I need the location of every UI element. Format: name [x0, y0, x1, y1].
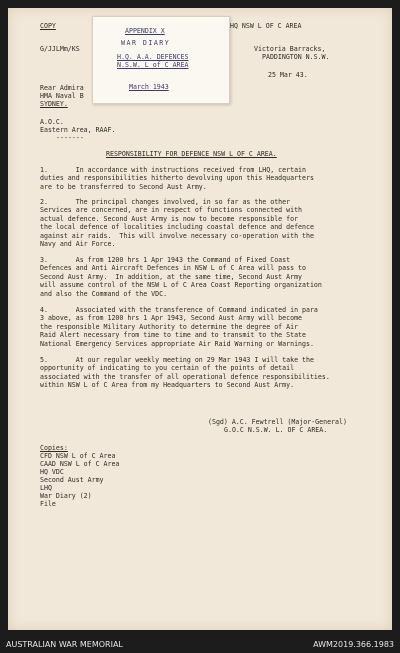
recipient-line-1: Rear Admira — [40, 84, 84, 92]
letter-date: 25 Mar 43. — [268, 71, 308, 79]
paragraph-5: 5. At our regular weekly meeting on 29 Mar 1943 I will take the opportunity of indicating to you certain of the points of detail associated with the transfer of all operational defence responsibilities. within NSW L of C Area from my Headquarters to Second Aust Army. — [40, 356, 330, 390]
copies-item: HQ VDC — [40, 468, 64, 476]
copies-item: File — [40, 500, 56, 508]
archive-footer — [0, 638, 400, 653]
headquarters-heading: HQ NSW L OF C AREA — [230, 22, 302, 30]
recipient-line-5: Eastern Area, RAAF. — [40, 126, 116, 134]
paragraph-3: 3. As from 1200 hrs 1 Apr 1943 the Command of Fixed Coast Defences and Anti Aircraft Defences in NSW L of C Area will pass to Second Aust Army. In addition, at the same time, Second Aust Army will assume control of the NSW L of C Area Coast Reporting organization and also the Command of the VDC. — [40, 256, 322, 298]
recipient-divider: ------- — [56, 134, 84, 142]
document-title: RESPONSIBILITY FOR DEFENCE NSW L OF C AREA. — [106, 150, 277, 158]
copies-heading: Copies: — [40, 444, 68, 452]
copies-item: Second Aust Army — [40, 476, 104, 484]
document-page — [8, 8, 392, 630]
stamp-appendix: APPENDIX X — [125, 27, 165, 35]
address-line-1: Victoria Barracks, — [254, 45, 326, 53]
war-diary-stamp — [92, 16, 230, 104]
recipient-line-2: HMA Naval B — [40, 92, 84, 100]
address-line-2: PADDINGTON N.S.W. — [262, 53, 330, 61]
copies-item: CAAD NSW L of C Area — [40, 460, 120, 468]
stamp-unit-line-2: N.S.W. L of C AREA — [117, 61, 189, 69]
stamp-month: March 1943 — [129, 83, 169, 91]
reference-number: G/JJLMm/KS — [40, 45, 80, 53]
signature-line-1: (Sgd) A.C. Fewtrell (Major-General) — [208, 418, 347, 426]
copies-item: War Diary (2) — [40, 492, 92, 500]
copy-label: COPY — [40, 22, 56, 30]
paragraph-1: 1. In accordance with instructions received from LHQ, certain duties and responsibilities hitherto devolving upon this Headquarters are to be transferred to Second Aust Army. — [40, 166, 314, 191]
paragraph-4: 4. Associated with the transference of Command indicated in para 3 above, as from 1200 hrs 1 Apr 1943, Second Aust Army will become the responsible Military Authority to determine the degree of Air Raid Alert necessary from time to time and to transmit to the State National Emergency Services appropriate Air Raid Warning or Warnings. — [40, 306, 318, 348]
copies-item: CFD NSW L of C Area — [40, 452, 116, 460]
signature-line-2: G.O.C N.S.W. L. OF C AREA. — [224, 426, 328, 434]
stamp-war-diary: WAR DIARY — [121, 39, 171, 47]
copies-item: LHQ — [40, 484, 52, 492]
accession-number: AWM2019.366.1983 — [313, 640, 394, 649]
paragraph-2: 2. The principal changes involved, in so far as the other Services are concerned, are in respect of functions connected with actual defence. Second Aust Army is now to become responsible for the local defence of localities including coastal defence and defence against air raids. This will involve necessary co-operation with the Navy and Air Force. — [40, 198, 314, 249]
recipient-line-3: SYDNEY. — [40, 100, 68, 108]
institution-name: AUSTRALIAN WAR MEMORIAL — [6, 640, 123, 649]
recipient-line-4: A.O.C. — [40, 118, 64, 126]
stamp-unit-line-1: H.Q. A.A. DEFENCES — [117, 53, 189, 61]
